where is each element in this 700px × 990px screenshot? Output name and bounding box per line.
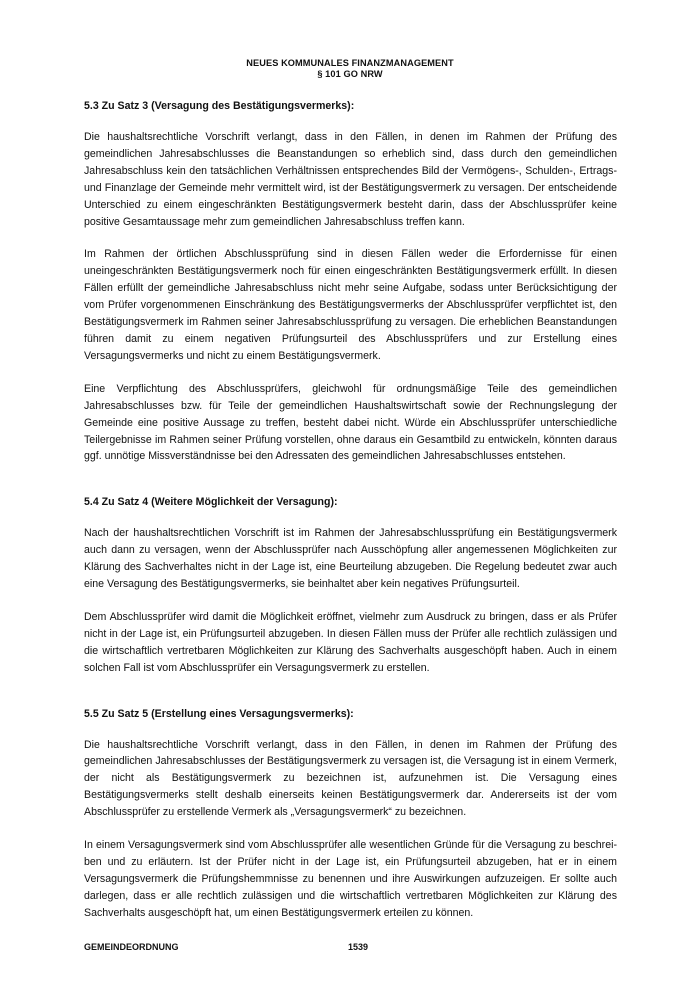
- section-heading: 5.4 Zu Satz 4 (Weitere Möglichkeit der Versagung):: [84, 496, 338, 509]
- paragraph: Die haushaltsrechtliche Vorschrift verlangt, dass in den Fällen, in denen im Rahmen der Prüfung des gemeindlichen Jahresabschlusses der Bestätigungsvermerk zu versagen ist, die Versagung ist in einem Vermerk, der nicht als Bestätigungsvermerk zu bezeichnen ist, aufzunehmen ist. Die Versagung eines Bestätigungsvermerks stellt deshalb einerseits keinen Bestätigungsvermerk dar. Andererseits ist der vom Abschlussprüfer zu erstellende Vermerk als „Versagungsvermerk“ zu bezeichnen.: [84, 738, 617, 819]
- section-5-5: [84, 707, 617, 922]
- paragraph: In einem Versagungsvermerk sind vom Abschlussprüfer alle wesentlichen Gründe für die Versagung zu beschreiben und zu erläutern. Ist der Prüfer nicht in der Lage ist, ein Prüfungsurteil abzugeben, hat er in einem Versagungsvermerk die Prüfungshemmnisse zu benennen und ihre Auswirkungen aufzuzeigen. Er sollte auch darlegen, dass er alle rechtlich zulässigen und die wirtschaftlich vertretbaren Möglichkeiten zur Klärung des Sachverhalts ausgeschöpft hat, um einen Bestätigungsvermerk erteilen zu können.: [84, 839, 617, 919]
- paragraph: Im Rahmen der örtlichen Abschlussprüfung sind in diesen Fällen weder die Erfordernisse für einen uneingeschränkten Bestätigungsvermerk noch für einen eingeschränkten Bestätigungsvermerk erfüllt. In diesen Fällen erfüllt der gemeindliche Jahresabschluss nicht mehr seine Aufgabe, sodass unter Berücksichtigung der vom Prüfer vorgenommenen Einschränkung des Bestätigungsvermerks der Abschlussprüfer verpflichtet ist, den Bestätigungsvermerk im Rahmen seiner Jahresabschlussprüfung zu versagen. Die erheblichen Beanstandungen führen damit zu einem negativen Prüfungsurteil des Abschlussprüfers und zur Erstellung eines Versagungsvermerks und nicht zu einem Bestätigungsvermerk.: [84, 248, 617, 362]
- paragraph: Dem Abschlussprüfer wird damit die Möglichkeit eröffnet, vielmehr zum Ausdruck zu bringen, dass er als Prüfer nicht in der Lage ist, ein Prüfungsurteil abzugeben. In diesen Fällen muss der Prüfer alle rechtlich zulässigen und die wirtschaftlich vertretbaren Möglichkeiten zur Klärung des Sachverhalts ausgeschöpft haben. Auch in einem solchen Fall ist vom Abschlussprüfer ein Versagungsvermerk zu erstellen.: [84, 610, 617, 674]
- paragraph: Die haushaltsrechtliche Vorschrift verlangt, dass in den Fällen, in denen im Rahmen der Prüfung des gemeindlichen Jahresabschlusses die Beanstandungen so erheblich sind, dass durch den gemeindlichen Jahresabschluss kein den tatsächlichen Verhältnissen entsprechendes Bild der Vermögens-, Schulden-, Ertrags- und Finanzlage der Gemeinde mehr vermittelt wird, ist der Bestätigungsvermerk zu versagen. Der entscheidende Unterschied zu einem eingeschränkten Bestätigungsvermerk besteht darin, dass der Abschlussprüfer keine positive Gesamtaussage mehr zum gemeindlichen Jahresabschluss treffen kann.: [84, 131, 617, 228]
- paragraph: Eine Verpflichtung des Abschlussprüfers, gleichwohl für ordnungsmäßige Teile des gemeindlichen Jahresabschlusses bzw. für Teile der gemeindlichen Haushaltswirtschaft sowie der Rechnungslegung der Gemeinde eine positive Aussage zu treffen, besteht dabei nicht. Würde ein Abschlussprüfer unterschiedliche Teilergebnisse im Rahmen seiner Prüfung vorstellen, ohne daraus ein Gesamtbild zu entwickeln, könnten daraus ggf. unnötige Missverständnisse bei den Adressaten des gemeindlichen Jahresabschlusses entstehen.: [84, 382, 617, 463]
- page-header: [0, 58, 700, 80]
- footer-title: GEMEINDEORDNUNG: [84, 942, 179, 952]
- section-heading: 5.5 Zu Satz 5 (Erstellung eines Versagungsvermerks):: [84, 707, 354, 720]
- page-number: 1539: [348, 942, 369, 952]
- paragraph: Nach der haushaltsrechtlichen Vorschrift ist im Rahmen der Jahresabschlussprüfung ein Bestätigungsvermerk auch dann zu versagen, wenn der Abschlussprüfer nach Ausschöpfung aller angemessenen Möglichkeiten zur Klärung des Sachverhaltes nicht in der Lage ist, eine Beurteilung abzugeben. Die Regelung bedeutet zwar auch eine Versagung des Bestätigungsvermerks, sie beinhaltet aber kein negatives Prüfungsurteil.: [84, 527, 617, 591]
- section-heading: 5.3 Zu Satz 3 (Versagung des Bestätigungsvermerks):: [84, 100, 355, 112]
- header-section-ref: § 101 GO NRW: [317, 69, 383, 79]
- header-title: NEUES KOMMUNALES FINANZMANAGEMENT: [246, 58, 454, 68]
- section-5-4: [84, 495, 617, 676]
- section-5-3: [84, 99, 617, 465]
- page-content: [84, 99, 617, 938]
